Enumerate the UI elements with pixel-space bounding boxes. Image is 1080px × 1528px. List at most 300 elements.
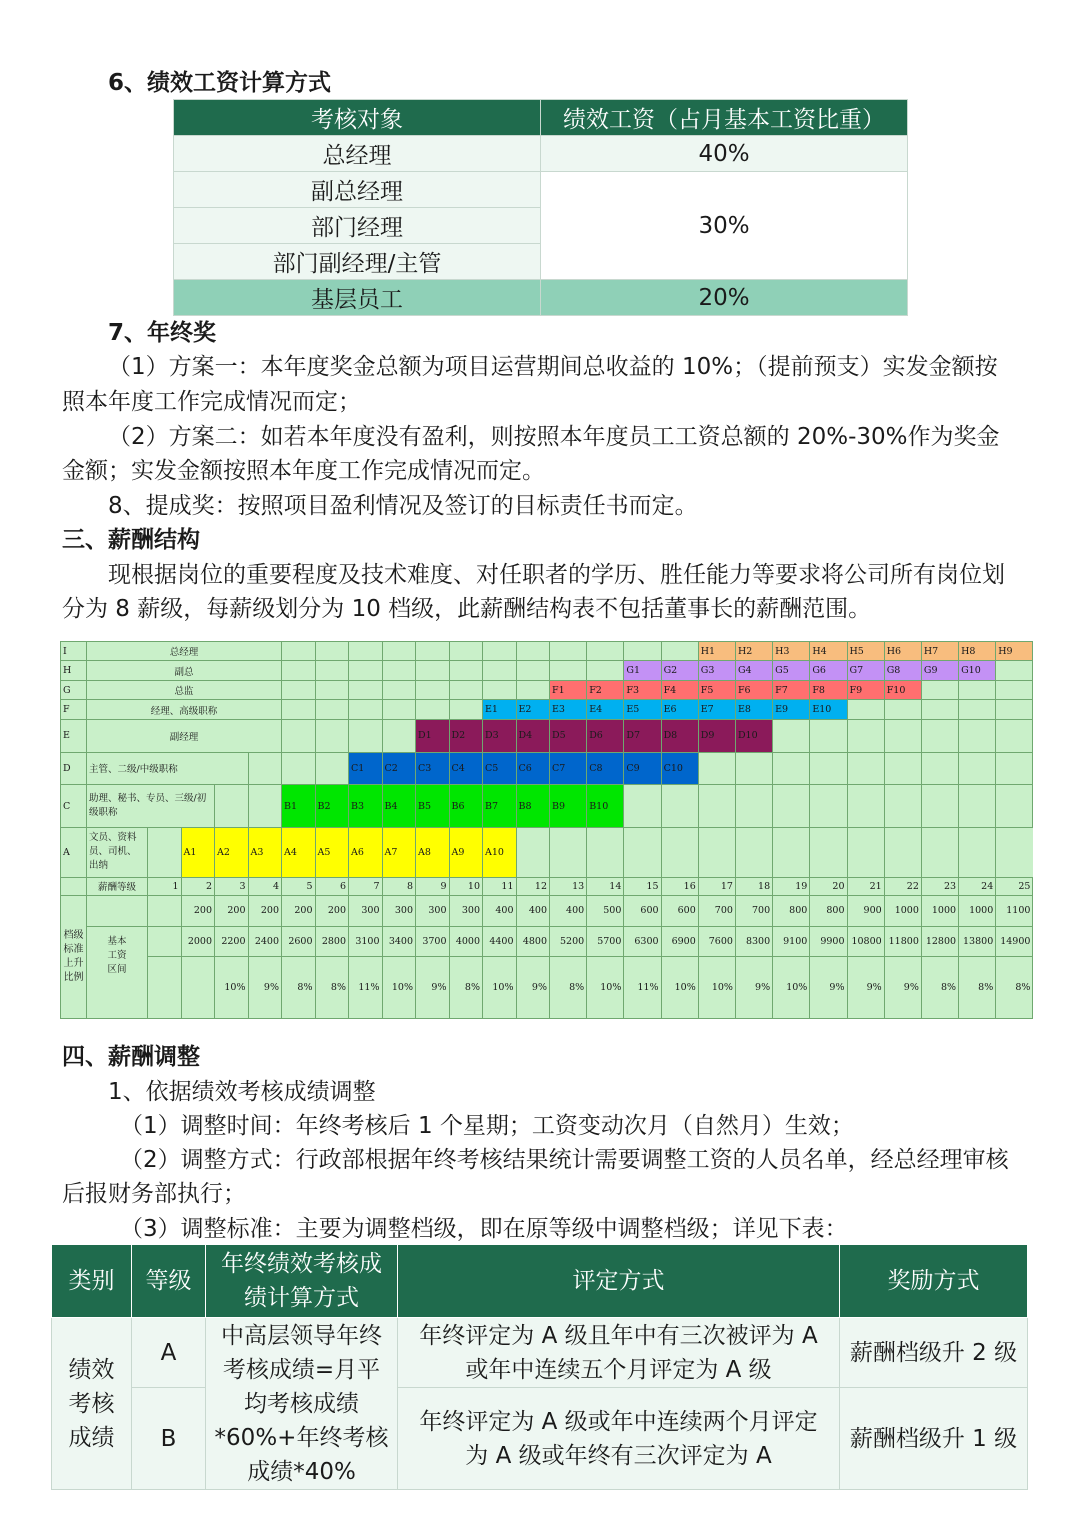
empty-cell — [315, 642, 349, 661]
grade-step-cell: F2 — [587, 680, 624, 699]
cell-ratio: 30% — [541, 172, 908, 280]
base-salary: 2600 — [282, 926, 316, 957]
step-value: 200 — [181, 896, 215, 927]
grade-step-cell: F9 — [847, 680, 884, 699]
cell-object: 部门经理 — [174, 208, 541, 244]
empty-cell — [382, 700, 416, 719]
grade-step-cell: H4 — [810, 642, 847, 661]
base-salary: 9100 — [773, 926, 810, 957]
paragraph: （3）调整标准：主要为调整档级，即在原等级中调整档级；详见下表： — [120, 1216, 848, 1242]
increase-ratio — [148, 957, 182, 1019]
empty-cell — [248, 752, 282, 785]
empty-cell — [349, 642, 383, 661]
base-salary: 5200 — [550, 926, 587, 957]
empty-cell — [349, 719, 383, 752]
header-formula: 年终绩效考核成绩计算方式 — [206, 1245, 398, 1318]
base-salary: 3100 — [349, 926, 383, 957]
increase-ratio: 8% — [550, 957, 587, 1019]
position-name: 主管、二级/中级职称 — [87, 752, 249, 785]
step-value: 400 — [483, 896, 517, 927]
level-code: F — [61, 700, 87, 719]
grade-step-cell: C10 — [661, 752, 698, 785]
empty-cell — [884, 785, 921, 828]
empty-cell — [282, 700, 316, 719]
increase-ratio — [181, 957, 215, 1019]
empty-cell — [884, 752, 921, 785]
paragraph: 分为 8 薪级，每薪级划分为 10 档级，此薪酬结构表不包括董事长的薪酬范围。 — [62, 596, 872, 622]
grade-step-cell: E9 — [773, 700, 810, 719]
base-salary: 9900 — [810, 926, 847, 957]
empty-cell — [624, 828, 661, 877]
grade-step-cell: E5 — [624, 700, 661, 719]
salary-structure-grid — [60, 641, 1033, 1019]
grade-step-cell: B8 — [516, 785, 550, 828]
empty-cell — [382, 680, 416, 699]
grade-row — [61, 719, 1033, 752]
grade-step-cell: C1 — [349, 752, 383, 785]
step-value: 400 — [516, 896, 550, 927]
cell-object: 副总经理 — [174, 172, 541, 208]
base-salary — [148, 926, 182, 957]
empty-cell — [315, 752, 349, 785]
empty-cell — [483, 661, 517, 680]
base-salary: 6900 — [661, 926, 698, 957]
empty-cell — [483, 680, 517, 699]
empty-cell — [624, 785, 661, 828]
grade-step-cell: D10 — [735, 719, 772, 752]
grade-step-cell: E8 — [735, 700, 772, 719]
grade-number: 22 — [884, 877, 921, 895]
empty-cell — [550, 642, 587, 661]
grade-step-cell: B1 — [282, 785, 316, 828]
grade-number: 19 — [773, 877, 810, 895]
empty-cell — [587, 661, 624, 680]
cell-reward: 薪酬档级升 2 级 — [840, 1318, 1028, 1388]
step-value: 1100 — [996, 896, 1033, 927]
grade-number: 23 — [921, 877, 958, 895]
cell-grade: A — [132, 1318, 206, 1388]
increase-ratio: 10% — [215, 957, 249, 1019]
grade-number: 13 — [550, 877, 587, 895]
cell-object: 基层员工 — [174, 280, 541, 316]
empty-cell — [550, 661, 587, 680]
grade-number: 4 — [248, 877, 282, 895]
grade-step-cell: A8 — [416, 828, 450, 877]
empty-cell — [959, 719, 996, 752]
base-label: 基本工资区间 — [87, 926, 148, 1018]
cell-method: 年终评定为 A 级或年中连续两个月评定为 A 级或年终有三次评定为 A — [398, 1388, 840, 1490]
grade-step-cell: E3 — [550, 700, 587, 719]
empty-cell — [847, 785, 884, 828]
cell-object: 部门副经理/主管 — [174, 244, 541, 280]
empty-cell — [550, 828, 587, 877]
empty-cell — [315, 680, 349, 699]
step-value: 300 — [416, 896, 450, 927]
grade-step-cell: E7 — [698, 700, 735, 719]
grade-row — [61, 828, 1033, 877]
empty-cell — [884, 719, 921, 752]
empty-cell — [698, 752, 735, 785]
empty-cell — [282, 680, 316, 699]
empty-cell — [810, 719, 847, 752]
cell-category: 绩效考核成绩 — [52, 1318, 132, 1490]
position-name: 副经理 — [87, 719, 282, 752]
grade-number: 20 — [810, 877, 847, 895]
step-value: 400 — [550, 896, 587, 927]
cell-formula: 中高层领导年终考核成绩=月平均考核成绩*60%+年终考核成绩*40% — [206, 1318, 398, 1490]
section-3-title: 三、薪酬结构 — [62, 527, 200, 553]
empty-cell — [449, 700, 483, 719]
grade-step-cell: E1 — [483, 700, 517, 719]
grade-step-cell: G4 — [735, 661, 772, 680]
grade-step-cell: D5 — [550, 719, 587, 752]
position-name: 助理、秘书、专员、三级/初级职称 — [87, 785, 215, 828]
grade-step-cell: A7 — [382, 828, 416, 877]
empty-cell — [810, 752, 847, 785]
empty-cell — [315, 719, 349, 752]
grade-step-cell: C2 — [382, 752, 416, 785]
grade-step-cell: A3 — [248, 828, 282, 877]
grade-step-cell: A2 — [215, 828, 249, 877]
grade-number: 10 — [449, 877, 483, 895]
base-salary: 4800 — [516, 926, 550, 957]
grade-step-cell: H6 — [884, 642, 921, 661]
base-salary: 4000 — [449, 926, 483, 957]
adjustment-standard-table — [51, 1244, 1028, 1490]
grade-number: 3 — [215, 877, 249, 895]
empty-cell — [921, 719, 958, 752]
grade-step-cell: B7 — [483, 785, 517, 828]
empty-cell — [921, 785, 958, 828]
paragraph: 8、提成奖：按照项目盈利情况及签订的目标责任书而定。 — [108, 493, 698, 519]
grade-row — [61, 785, 1033, 828]
empty-cell — [661, 785, 698, 828]
empty-cell — [959, 785, 996, 828]
step-value: 300 — [349, 896, 383, 927]
empty-cell — [810, 828, 847, 877]
grade-step-cell: H5 — [847, 642, 884, 661]
step-value: 600 — [624, 896, 661, 927]
empty-cell — [959, 700, 996, 719]
empty-cell — [587, 642, 624, 661]
grade-number: 9 — [416, 877, 450, 895]
grade-step-cell: B2 — [315, 785, 349, 828]
grade-step-cell: F5 — [698, 680, 735, 699]
empty-cell — [921, 828, 958, 877]
base-salary: 5700 — [587, 926, 624, 957]
base-salary: 10800 — [847, 926, 884, 957]
grade-number: 25 — [996, 877, 1033, 895]
grade-step-cell: F10 — [884, 680, 921, 699]
empty-cell — [61, 877, 87, 895]
grade-step-cell: A4 — [282, 828, 316, 877]
empty-cell — [449, 661, 483, 680]
grade-number: 11 — [483, 877, 517, 895]
step-value: 700 — [735, 896, 772, 927]
empty-cell — [382, 719, 416, 752]
base-salary: 2800 — [315, 926, 349, 957]
grade-step-cell: E6 — [661, 700, 698, 719]
empty-cell — [315, 700, 349, 719]
empty-cell — [959, 752, 996, 785]
empty-cell — [624, 642, 661, 661]
paragraph: 照本年度工作完成情况而定； — [62, 389, 361, 415]
grade-number: 6 — [315, 877, 349, 895]
side-label: 档级标准上升比例 — [61, 896, 87, 1019]
step-value — [148, 896, 182, 927]
empty-cell — [884, 828, 921, 877]
empty-cell — [735, 785, 772, 828]
base-salary: 7600 — [698, 926, 735, 957]
grade-step-cell: G8 — [884, 661, 921, 680]
empty-cell — [773, 785, 810, 828]
paragraph: 后报财务部执行； — [62, 1181, 246, 1207]
empty-cell — [996, 752, 1033, 785]
empty-cell — [698, 785, 735, 828]
increase-ratio: 10% — [773, 957, 810, 1019]
step-value: 800 — [810, 896, 847, 927]
grade-step-cell: G3 — [698, 661, 735, 680]
header-grade: 等级 — [132, 1245, 206, 1318]
empty-cell — [215, 785, 249, 828]
grade-row — [61, 680, 1033, 699]
empty-cell — [773, 752, 810, 785]
increase-ratio: 10% — [587, 957, 624, 1019]
increase-ratio: 8% — [449, 957, 483, 1019]
grade-step-cell: H2 — [735, 642, 772, 661]
base-salary: 13800 — [959, 926, 996, 957]
empty-cell — [382, 661, 416, 680]
section-6-title: 6、绩效工资计算方式 — [108, 70, 332, 96]
grade-step-cell: G6 — [810, 661, 847, 680]
increase-ratio: 8% — [996, 957, 1033, 1019]
increase-ratio: 10% — [698, 957, 735, 1019]
grade-step-cell: B4 — [382, 785, 416, 828]
empty-cell — [416, 642, 450, 661]
empty-cell — [773, 719, 810, 752]
section-7-title: 7、年终奖 — [108, 320, 217, 346]
level-code: G — [61, 680, 87, 699]
increase-ratio: 8% — [921, 957, 958, 1019]
empty-cell — [349, 700, 383, 719]
empty-cell — [282, 642, 316, 661]
base-salary: 2000 — [181, 926, 215, 957]
grade-number: 15 — [624, 877, 661, 895]
level-code: I — [61, 642, 87, 661]
grade-step-cell: C8 — [587, 752, 624, 785]
grade-step-cell: A1 — [181, 828, 215, 877]
grade-step-cell: F4 — [661, 680, 698, 699]
paragraph: （1）调整时间：年终考核后 1 个星期；工资变动次月（自然月）生效； — [120, 1113, 854, 1139]
increase-ratio: 8% — [315, 957, 349, 1019]
empty-cell — [148, 828, 182, 877]
increase-ratio: 11% — [624, 957, 661, 1019]
step-value: 1000 — [959, 896, 996, 927]
grade-number: 18 — [735, 877, 772, 895]
increase-ratio: 9% — [735, 957, 772, 1019]
grade-step-cell: A6 — [349, 828, 383, 877]
grade-step-cell: B5 — [416, 785, 450, 828]
grade-step-cell: H9 — [996, 642, 1033, 661]
header-category: 类别 — [52, 1245, 132, 1318]
step-value: 1000 — [921, 896, 958, 927]
empty-cell — [847, 700, 884, 719]
increase-ratio: 9% — [810, 957, 847, 1019]
empty-cell — [847, 828, 884, 877]
base-salary: 12800 — [921, 926, 958, 957]
header-method: 评定方式 — [398, 1245, 840, 1318]
position-name: 经理、高级职称 — [87, 700, 282, 719]
empty-cell — [996, 680, 1033, 699]
grade-step-cell: D7 — [624, 719, 661, 752]
grade-number: 21 — [847, 877, 884, 895]
cell-method: 年终评定为 A 级且年中有三次被评为 A 或年中连续五个月评定为 A 级 — [398, 1318, 840, 1388]
step-value: 500 — [587, 896, 624, 927]
grade-step-cell: A5 — [315, 828, 349, 877]
increase-ratio: 9% — [416, 957, 450, 1019]
cell-ratio: 20% — [541, 280, 908, 316]
empty-cell — [282, 661, 316, 680]
empty-cell — [996, 661, 1033, 680]
grade-step-cell: D4 — [516, 719, 550, 752]
empty-cell — [735, 752, 772, 785]
grade-step-cell: E10 — [810, 700, 847, 719]
empty-cell — [959, 680, 996, 699]
grade-row — [61, 661, 1033, 680]
empty-cell — [516, 661, 550, 680]
base-salary: 11800 — [884, 926, 921, 957]
empty-cell — [315, 661, 349, 680]
grade-step-cell: D8 — [661, 719, 698, 752]
grade-step-cell: C7 — [550, 752, 587, 785]
position-name: 文员、资料员、司机、出纳 — [87, 828, 148, 877]
grade-step-cell: E4 — [587, 700, 624, 719]
grade-step-cell: G2 — [661, 661, 698, 680]
empty-cell — [449, 642, 483, 661]
increase-ratio: 9% — [847, 957, 884, 1019]
empty-cell — [921, 752, 958, 785]
empty-cell — [959, 828, 996, 877]
increase-ratio: 10% — [661, 957, 698, 1019]
grade-step-cell: H1 — [698, 642, 735, 661]
grade-step-cell: G7 — [847, 661, 884, 680]
empty-cell — [416, 680, 450, 699]
level-code: E — [61, 719, 87, 752]
paragraph: （2）方案二：如若本年度没有盈利，则按照本年度员工工资总额的 20%-30%作为奖金 — [108, 424, 1000, 450]
empty-cell — [735, 828, 772, 877]
level-code: A — [61, 828, 87, 877]
paragraph: 金额；实发金额按照本年度工作完成情况而定。 — [62, 458, 545, 484]
empty-cell — [996, 719, 1033, 752]
grade-label: 薪酬等级 — [87, 877, 148, 895]
grade-step-cell: C6 — [516, 752, 550, 785]
empty-cell — [416, 661, 450, 680]
empty-cell — [282, 752, 316, 785]
increase-ratio: 10% — [382, 957, 416, 1019]
empty-cell — [661, 642, 698, 661]
grade-step-cell: G5 — [773, 661, 810, 680]
step-value: 1000 — [884, 896, 921, 927]
empty-cell — [996, 785, 1033, 828]
grade-number: 24 — [959, 877, 996, 895]
grade-step-cell: B10 — [587, 785, 624, 828]
step-value: 900 — [847, 896, 884, 927]
position-name: 总经理 — [87, 642, 282, 661]
step-value: 200 — [282, 896, 316, 927]
header-ratio: 绩效工资（占月基本工资比重） — [541, 100, 908, 136]
section-4-title: 四、薪酬调整 — [62, 1044, 200, 1070]
grade-step-cell: D6 — [587, 719, 624, 752]
step-value: 600 — [661, 896, 698, 927]
cell-object: 总经理 — [174, 136, 541, 172]
paragraph: 现根据岗位的重要程度及技术难度、对任职者的学历、胜任能力等要求将公司所有岗位划 — [108, 562, 1005, 588]
empty-cell — [921, 680, 958, 699]
step-value: 200 — [248, 896, 282, 927]
empty-cell — [698, 828, 735, 877]
grade-step-cell: D1 — [416, 719, 450, 752]
grade-number: 14 — [587, 877, 624, 895]
empty-cell — [587, 828, 624, 877]
grade-step-cell: E2 — [516, 700, 550, 719]
step-value: 300 — [449, 896, 483, 927]
paragraph: （1）方案一：本年度奖金总额为项目运营期间总收益的 10%；（提前预支）实发金额按 — [108, 354, 998, 380]
cell-reward: 薪酬档级升 1 级 — [840, 1388, 1028, 1490]
header-reward: 奖励方式 — [840, 1245, 1028, 1318]
grade-step-cell: F1 — [550, 680, 587, 699]
grade-number: 1 — [148, 877, 182, 895]
base-salary: 3400 — [382, 926, 416, 957]
empty-cell — [884, 700, 921, 719]
empty-cell — [996, 700, 1033, 719]
base-salary: 2400 — [248, 926, 282, 957]
level-code: C — [61, 785, 87, 828]
grade-step-cell: F3 — [624, 680, 661, 699]
grade-step-cell: B6 — [449, 785, 483, 828]
grade-step-cell: C9 — [624, 752, 661, 785]
increase-ratio: 9% — [248, 957, 282, 1019]
empty-cell — [773, 828, 810, 877]
increase-ratio: 11% — [349, 957, 383, 1019]
empty-cell — [661, 828, 698, 877]
grade-row — [61, 642, 1033, 661]
grade-step-cell: D9 — [698, 719, 735, 752]
empty-cell — [349, 661, 383, 680]
grade-step-cell: H3 — [773, 642, 810, 661]
empty-cell — [516, 828, 550, 877]
step-value: 300 — [382, 896, 416, 927]
grade-step-cell: F8 — [810, 680, 847, 699]
cell-grade: B — [132, 1388, 206, 1490]
empty-cell — [847, 719, 884, 752]
performance-pay-table — [173, 99, 908, 316]
grade-row — [61, 700, 1033, 719]
empty-cell — [248, 785, 282, 828]
empty-cell — [516, 680, 550, 699]
position-name: 副总 — [87, 661, 282, 680]
grade-number: 5 — [282, 877, 316, 895]
grade-step-cell: F7 — [773, 680, 810, 699]
grade-step-cell: B3 — [349, 785, 383, 828]
grade-row — [61, 752, 1033, 785]
level-code: D — [61, 752, 87, 785]
empty-cell — [416, 700, 450, 719]
step-value: 700 — [698, 896, 735, 927]
grade-step-cell: G1 — [624, 661, 661, 680]
empty-cell — [516, 642, 550, 661]
empty-cell — [349, 680, 383, 699]
grade-step-cell: C5 — [483, 752, 517, 785]
empty-cell — [921, 700, 958, 719]
